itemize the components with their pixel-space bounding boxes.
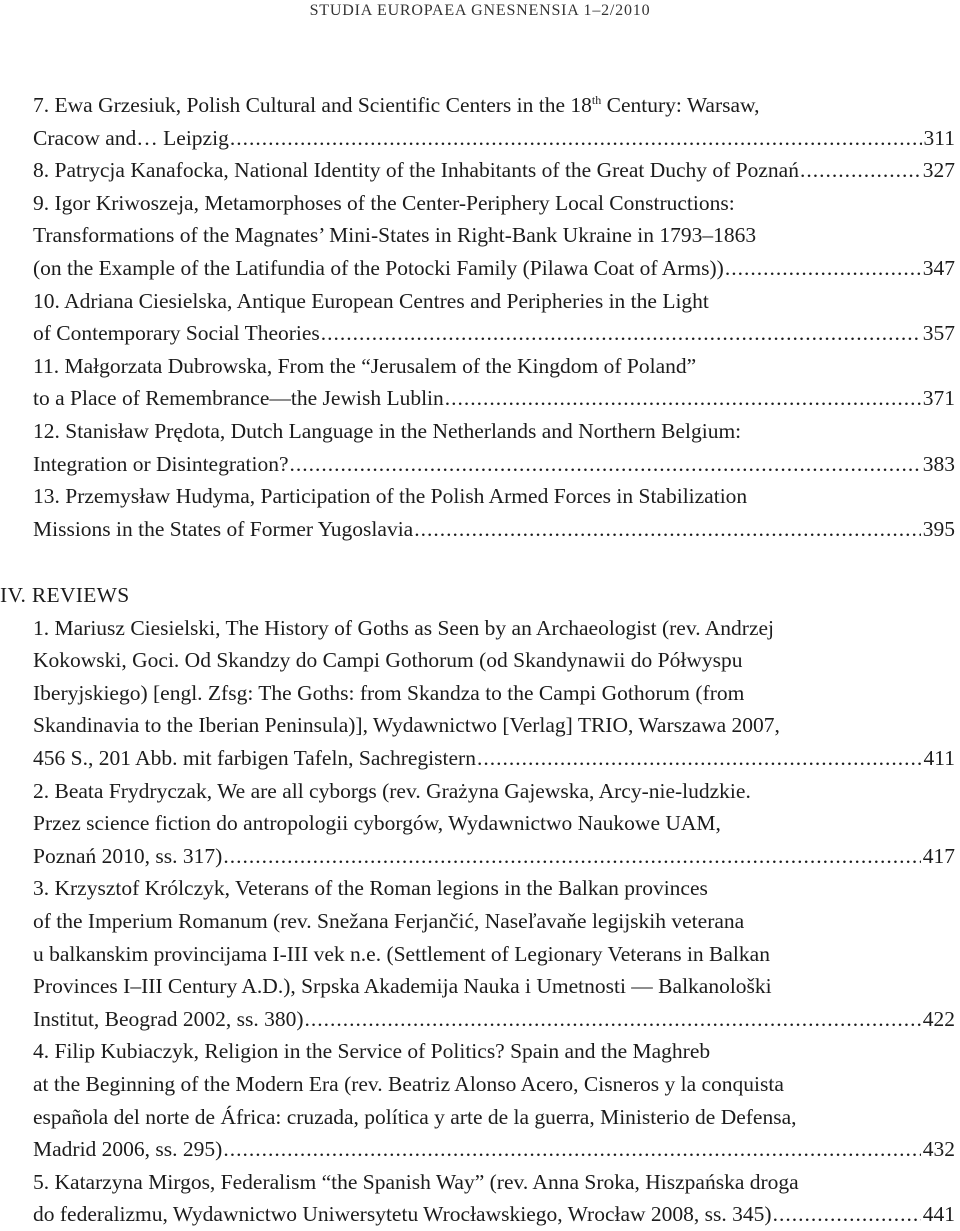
toc-entry-text: 8. Patrycja Kanafocka, National Identity of the Inhabitants of the Great Duchy of Poznań <box>33 158 799 183</box>
toc-entry-final-line[interactable] <box>33 1003 955 1036</box>
page-number: 357 <box>922 321 955 346</box>
toc-entry-line <box>33 612 955 645</box>
toc-entry-text: Przez science fiction do antropologii cyborgów, Wydawnictwo Naukowe UAM, <box>33 811 721 836</box>
toc-entry-text: Transformations of the Magnates’ Mini-States in Right-Bank Ukraine in 1793–1863 <box>33 223 757 248</box>
toc-entry-text: of the Imperium Romanum (rev. Snežana Ferjančić, Naseľavaňe legijskih veterana <box>33 908 745 933</box>
toc-entry-line <box>33 970 955 1003</box>
toc-entry-final-line[interactable] <box>33 252 955 285</box>
dot-leader <box>773 1198 921 1231</box>
toc-entry-line <box>33 1068 955 1101</box>
page-number: 347 <box>922 255 955 280</box>
toc-entry-text: 2. Beata Frydryczak, We are all cyborgs (rev. Grażyna Gajewska, Arcy-nie-ludzkie. <box>33 778 751 803</box>
toc-entry-line <box>33 89 955 122</box>
dot-leader <box>477 742 922 775</box>
toc-entry-text: Cracow and… Leipzig <box>33 125 229 150</box>
toc-entry-text: 456 S., 201 Abb. mit farbigen Tafeln, Sachregistern <box>33 745 476 770</box>
toc-entry-line <box>33 1101 955 1134</box>
toc-entry-text: 9. Igor Kriwoszeja, Metamorphoses of the Center-Periphery Local Constructions: <box>33 190 735 215</box>
toc-entry-text: Skandinavia to the Iberian Peninsula)], Wydawnictwo [Verlag] TRIO, Warszawa 2007, <box>33 713 780 738</box>
toc-entry-text: 11. Małgorzata Dubrowska, From the “Jerusalem of the Kingdom of Poland” <box>33 353 697 378</box>
toc-entry-text: 3. Krzysztof Królczyk, Veterans of the Roman legions in the Balkan provinces <box>33 876 708 901</box>
dot-leader <box>800 154 921 187</box>
dot-leader <box>305 1003 921 1036</box>
page-number: 327 <box>922 158 955 183</box>
dot-leader <box>321 317 921 350</box>
toc-entry-final-line[interactable] <box>33 840 955 873</box>
running-head: STUDIA EUROPAEA GNESNENSIA 1–2/2010 <box>309 2 651 19</box>
toc-entries-part-b <box>33 612 955 1231</box>
toc-entry-line <box>33 807 955 840</box>
page-number: 432 <box>922 1137 955 1162</box>
toc-entry-final-line[interactable] <box>33 122 955 155</box>
toc-entry-text: 13. Przemysław Hudyma, Participation of the Polish Armed Forces in Stabilization <box>33 484 748 509</box>
toc-entry-final-line[interactable] <box>33 382 955 415</box>
page-number: 417 <box>922 843 955 868</box>
toc-entry-text: 4. Filip Kubiaczyk, Religion in the Service of Politics? Spain and the Maghreb <box>33 1039 711 1064</box>
toc-entry-text: u balkanskim provincijama I-III vek n.e. (Settlement of Legionary Veterans in Balkan <box>33 941 770 966</box>
page-number: 422 <box>922 1006 955 1031</box>
superscript-th: th <box>591 92 602 107</box>
toc-entry-line <box>33 480 955 513</box>
toc-entry-text: 7. Ewa Grzesiuk, Polish Cultural and Scientific Centers in the 18 <box>33 93 592 117</box>
toc-entry-line <box>33 644 955 677</box>
toc-entry-final-line[interactable] <box>33 1133 955 1166</box>
dot-leader <box>414 513 921 546</box>
toc-entry-text: Madrid 2006, ss. 295) <box>33 1137 223 1162</box>
toc-entry-line <box>33 1035 955 1068</box>
page-number: 411 <box>923 745 955 770</box>
dot-leader <box>725 252 921 285</box>
toc-entry-text: Poznań 2010, ss. 317) <box>33 843 223 868</box>
toc-entry-line <box>33 905 955 938</box>
toc-entry-text: Missions in the States of Former Yugoslavia <box>33 516 414 541</box>
toc-entry-text: 10. Adriana Ciesielska, Antique European Centres and Peripheries in the Light <box>33 288 709 313</box>
toc-entry-text: to a Place of Remembrance—the Jewish Lublin <box>33 386 444 411</box>
toc-entry-line <box>33 677 955 710</box>
toc-entry-text: 12. Stanisław Prędota, Dutch Language in the Netherlands and Northern Belgium: <box>33 418 742 443</box>
toc-entry-line <box>33 415 955 448</box>
dot-leader <box>230 122 922 155</box>
toc-entry-text-continued: Century: Warsaw, <box>601 93 760 117</box>
toc-entry-text: Provinces I–III Century A.D.), Srpska Akademija Nauka i Umetnosti — Balkanološki <box>33 974 772 999</box>
toc-entry-final-line[interactable] <box>33 448 955 481</box>
toc-entry-text: 1. Mariusz Ciesielski, The History of Goths as Seen by an Archaeologist (rev. Andrzej <box>33 615 775 640</box>
toc-entry-text: Iberyjskiego) [engl. Zfsg: The Goths: from Skandza to the Campi Gothorum (from <box>33 680 745 705</box>
toc-entry-line <box>33 872 955 905</box>
toc-entry-line <box>33 219 955 252</box>
toc-entry-line <box>33 938 955 971</box>
toc-entry-text: Integration or Disintegration? <box>33 451 289 476</box>
page-number: 441 <box>922 1202 955 1227</box>
page-number: 311 <box>923 125 955 150</box>
dot-leader <box>223 840 920 873</box>
section-heading-reviews: IV. REVIEWS <box>0 583 130 607</box>
dot-leader <box>223 1133 920 1166</box>
toc-entry-final-line[interactable] <box>33 154 955 187</box>
toc-entry-text: do federalizmu, Wydawnictwo Uniwersytetu Wrocławskiego, Wrocław 2008, ss. 345) <box>33 1202 772 1227</box>
toc-entry-line <box>33 709 955 742</box>
dot-leader <box>445 382 921 415</box>
toc-entry-final-line[interactable] <box>33 317 955 350</box>
toc-entry-line <box>33 187 955 220</box>
toc-entry-text: Institut, Beograd 2002, ss. 380) <box>33 1006 304 1031</box>
toc-entry-line <box>33 285 955 318</box>
page-number: 383 <box>922 451 955 476</box>
toc-entry-final-line[interactable] <box>33 742 955 775</box>
toc-entry-line <box>33 350 955 383</box>
toc-entry-line <box>33 1166 955 1199</box>
dot-leader <box>290 448 921 481</box>
toc-entry-text: 5. Katarzyna Mirgos, Federalism “the Spanish Way” (rev. Anna Sroka, Hiszpańska droga <box>33 1169 799 1194</box>
page-number: 395 <box>922 516 955 541</box>
toc-entry-text: (on the Example of the Latifundia of the Potocki Family (Pilawa Coat of Arms)) <box>33 255 724 280</box>
toc-entry-text: of Contemporary Social Theories <box>33 321 320 346</box>
toc-entry-final-line[interactable] <box>33 513 955 546</box>
toc-entry-text: Kokowski, Goci. Od Skandzy do Campi Gothorum (od Skandynawii do Półwyspu <box>33 648 743 673</box>
toc-entries-part-a <box>33 89 955 545</box>
toc-entry-text: española del norte de África: cruzada, política y arte de la guerra, Ministerio de Defensa, <box>33 1104 797 1129</box>
toc-entry-line <box>33 775 955 808</box>
toc-entry-text: at the Beginning of the Modern Era (rev. Beatriz Alonso Acero, Cisneros y la conquista <box>33 1071 784 1096</box>
toc-entry-final-line[interactable] <box>33 1198 955 1231</box>
page-number: 371 <box>922 386 955 411</box>
